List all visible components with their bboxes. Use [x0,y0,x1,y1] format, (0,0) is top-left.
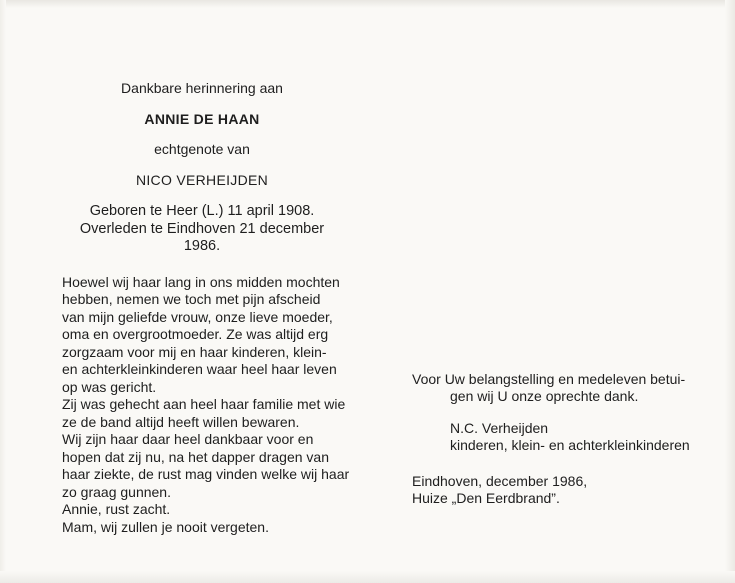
poem-line: hopen dat zij nu, na het dapper dragen van [62,448,329,465]
poem-line: en achterkleinkinderen waar heel haar leven [62,361,337,377]
card-edge-left [0,0,6,583]
life-dates [62,203,342,256]
poem-line: Annie, rust zacht. [62,501,171,517]
card-edge-top [0,0,735,8]
poem-line: op was gericht. [62,378,157,395]
poem-line: oma en overgrootmoeder. Ze was altijd erg [62,326,329,342]
card-edge-bottom [0,571,735,583]
intro-text: Dankbare herinnering aan [121,80,283,96]
family-line: kinderen, klein- en achterkleinkinderen [450,437,690,453]
thanks-line-2: gen wij U onze oprechte dank. [450,388,639,404]
poem-line: van mijn geliefde vrouw, onze lieve moeder, [62,308,333,325]
left-column [62,80,350,536]
place-date: Eindhoven, december 1986, [412,473,588,489]
birth-line: Geboren te Heer (L.) 11 april 1908. [89,203,315,219]
spouse-name: NICO VERHEIJDEN [135,171,269,188]
poem-line: zo graag gunnen. [62,483,171,500]
poem-line: Wij zijn haar daar heel dankbaar voor en [62,431,314,447]
poem-line: Hoewel wij haar lang in ons midden mochten [62,273,340,290]
memorial-text [62,273,350,537]
poem-line: zorgzaam voor mij en haar kinderen, klein- [62,343,327,360]
address-line: Huize „Den Eerdbrand”. [412,490,560,506]
poem-line: hebben, nemen we toch met pijn afscheid [62,291,321,307]
death-line: Overleden te Eindhoven 21 december 1986. [79,220,325,254]
poem-line: haar ziekte, de rust mag vinden welke wij haar [62,466,350,482]
card-edge-right [725,0,735,583]
signer-name: N.C. Verheijden [450,420,549,436]
deceased-name: ANNIE DE HAAN [144,110,260,127]
poem-line: Mam, wij zullen je nooit vergeten. [62,518,269,535]
thanks-line-1: Voor Uw belangstelling en medeleven betui- [412,371,686,387]
right-column [412,371,712,507]
poem-line: Zij was gehecht aan heel haar familie met wie [62,396,346,412]
relation-text: echtgenote van [154,141,250,157]
poem-line: ze de band altijd heeft willen bewaren. [62,413,300,430]
